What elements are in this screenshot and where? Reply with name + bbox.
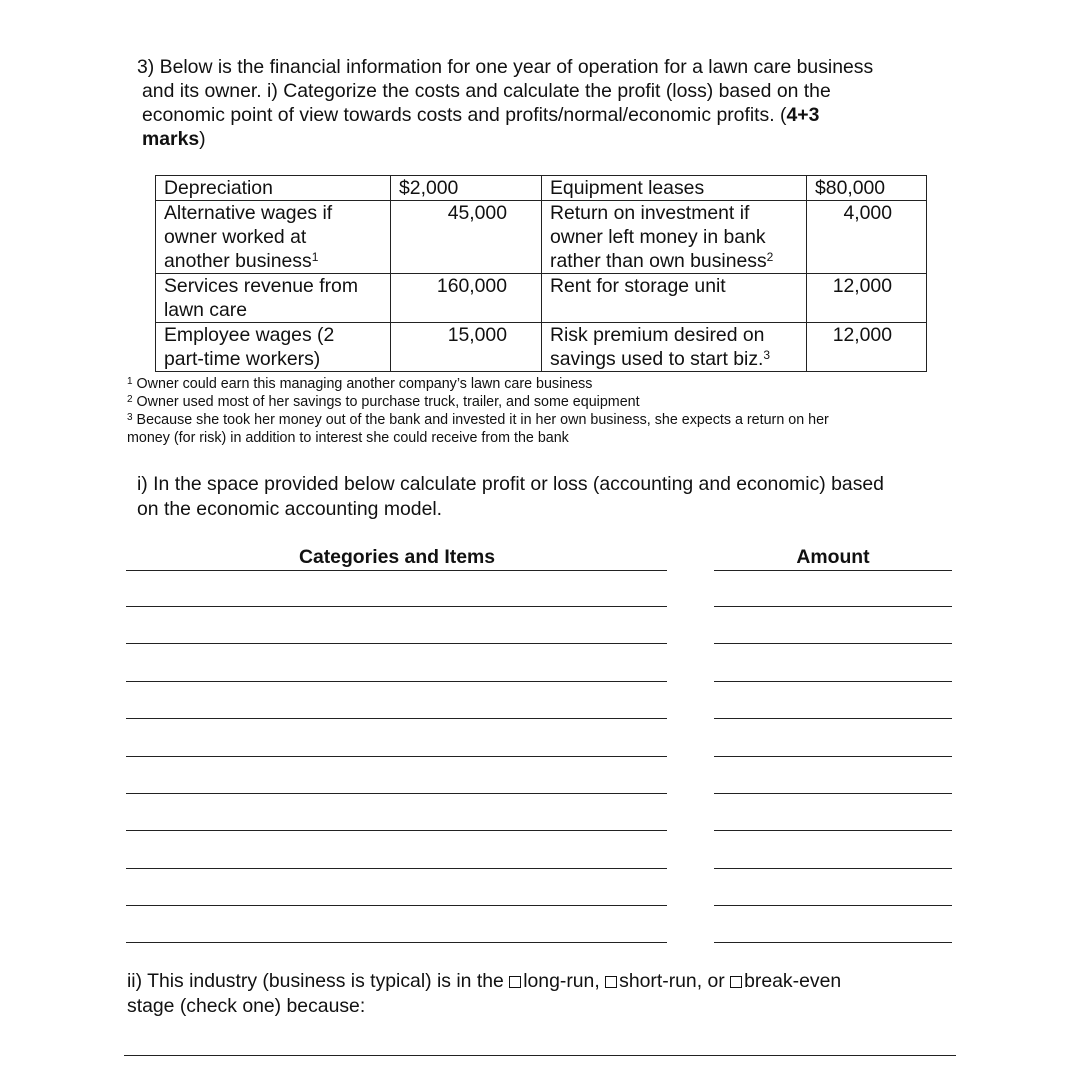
- left-item-text: Services revenue from: [164, 275, 358, 297]
- footnote-ref: 3: [763, 348, 771, 362]
- right-amount-cell: 4,000: [807, 201, 927, 274]
- marks-close: ): [199, 128, 206, 150]
- question-line-1: [137, 55, 957, 79]
- item-answer-line[interactable]: [126, 681, 667, 682]
- right-item-line: [550, 176, 806, 200]
- left-item-line: [164, 298, 390, 322]
- left-amount-cell: 15,000: [391, 323, 542, 372]
- right-item-line: [550, 323, 806, 347]
- left-item-line: [164, 274, 390, 298]
- footnotes: [127, 375, 927, 447]
- question-line-3-text: economic point of view towards costs and profits/normal/economic profits. (: [142, 104, 787, 126]
- column-header-amount: Amount: [796, 546, 870, 568]
- right-amount-cell: 12,000: [807, 274, 927, 323]
- short-run-checkbox[interactable]: [605, 976, 617, 988]
- part-ii-prefix: ii) This industry (business is typical) is in the: [127, 970, 504, 992]
- left-item-text: part-time workers): [164, 348, 321, 370]
- footnote: [127, 375, 927, 393]
- question-line-3: [137, 103, 957, 127]
- right-item-text: Return on investment if: [550, 202, 750, 224]
- left-item-text: another business: [164, 250, 312, 272]
- item-answer-line[interactable]: [126, 756, 667, 757]
- right-item-text: Rent for storage unit: [550, 275, 726, 297]
- question-line-1-text: Below is the financial information for one year of operation for a lawn care business: [159, 56, 874, 78]
- footnote: [127, 393, 927, 411]
- amount-answer-line[interactable]: [714, 793, 952, 794]
- footnote-text: Because she took her money out of the bank and invested it in her own business, she expects a return on her: [136, 412, 829, 428]
- footnote-mark: 1: [127, 376, 133, 387]
- left-item-line: [164, 201, 390, 225]
- item-answer-line[interactable]: [126, 793, 667, 794]
- footnote-ref: 1: [311, 250, 319, 264]
- item-answer-line[interactable]: [126, 905, 667, 906]
- amount-answer-line[interactable]: [714, 830, 952, 831]
- right-item-cell: [542, 274, 807, 323]
- part-i-line-2: on the economic accounting model.: [137, 498, 443, 520]
- part-i-line-1: i) In the space provided below calculate profit or loss (accounting and economic) based: [137, 473, 884, 495]
- right-item-line: [550, 347, 806, 371]
- financial-row: [156, 201, 927, 274]
- left-item-text: owner worked at: [164, 226, 307, 248]
- question-line-2: and its owner. i) Categorize the costs and calculate the profit (loss) based on the: [142, 80, 831, 102]
- left-amount-cell: $2,000: [391, 176, 542, 201]
- left-item-line: [164, 323, 390, 347]
- footnote-mark: 3: [127, 412, 133, 423]
- part-ii-question: [127, 969, 967, 1019]
- footnote-text: money (for risk) in addition to interest she could receive from the bank: [127, 430, 569, 446]
- break-even-label: break-even: [744, 970, 842, 992]
- left-item-line: [164, 347, 390, 371]
- left-item-text: Employee wages (2: [164, 324, 335, 346]
- amount-answer-line[interactable]: [714, 868, 952, 869]
- right-item-line: [550, 249, 806, 273]
- left-item-text: Depreciation: [164, 177, 273, 199]
- column-header-categories: Categories and Items: [298, 546, 496, 568]
- financial-row: [156, 176, 927, 201]
- right-item-cell: [542, 323, 807, 372]
- amount-answer-line[interactable]: [714, 756, 952, 757]
- footnote-text: Owner used most of her savings to purchase truck, trailer, and some equipment: [136, 394, 640, 410]
- item-answer-line[interactable]: [126, 570, 667, 571]
- long-run-checkbox[interactable]: [509, 976, 521, 988]
- financial-info-table: [155, 175, 927, 372]
- footnote: [127, 429, 927, 447]
- right-amount-cell: $80,000: [807, 176, 927, 201]
- amount-answer-line[interactable]: [714, 606, 952, 607]
- left-item-line: [164, 225, 390, 249]
- right-item-cell: [542, 176, 807, 201]
- right-item-line: [550, 274, 806, 298]
- part-ii-line-2: stage (check one) because:: [127, 995, 366, 1017]
- short-run-label: short-run, or: [619, 970, 725, 992]
- left-item-cell: [156, 323, 391, 372]
- left-item-line: [164, 176, 390, 200]
- left-item-cell: [156, 176, 391, 201]
- amount-answer-line[interactable]: [714, 570, 952, 571]
- left-item-line: [164, 249, 390, 273]
- marks-value: 4+3: [786, 104, 820, 126]
- right-item-text: savings used to start biz.: [550, 348, 764, 370]
- amount-answer-line[interactable]: [714, 643, 952, 644]
- question-text: [137, 55, 957, 151]
- financial-row: [156, 323, 927, 372]
- footnote: [127, 411, 927, 429]
- left-item-cell: [156, 201, 391, 274]
- long-run-label: long-run,: [523, 970, 600, 992]
- amount-answer-line[interactable]: [714, 942, 952, 943]
- financial-row: [156, 274, 927, 323]
- right-item-cell: [542, 201, 807, 274]
- footnote-mark: 2: [127, 394, 133, 405]
- right-item-text: Risk premium desired on: [550, 324, 765, 346]
- part-i-instructions: [137, 472, 967, 522]
- right-item-line: [550, 201, 806, 225]
- right-item-text: rather than own business: [550, 250, 767, 272]
- amount-answer-line[interactable]: [714, 681, 952, 682]
- left-amount-cell: 160,000: [391, 274, 542, 323]
- footnote-text: Owner could earn this managing another company’s lawn care business: [136, 376, 593, 392]
- right-amount-cell: 12,000: [807, 323, 927, 372]
- item-answer-line[interactable]: [126, 830, 667, 831]
- right-item-text: Equipment leases: [550, 177, 705, 199]
- footnote-ref: 2: [766, 250, 774, 264]
- item-answer-line[interactable]: [126, 868, 667, 869]
- left-item-cell: [156, 274, 391, 323]
- break-even-checkbox[interactable]: [730, 976, 742, 988]
- item-answer-line[interactable]: [126, 643, 667, 644]
- left-item-text: lawn care: [164, 299, 247, 321]
- right-item-line: [550, 225, 806, 249]
- answer-line-part-ii[interactable]: [124, 1055, 956, 1056]
- right-item-text: owner left money in bank: [550, 226, 766, 248]
- question-line-4: [137, 127, 957, 151]
- left-amount-cell: 45,000: [391, 201, 542, 274]
- part-ii-line-1: [127, 969, 967, 994]
- item-answer-line[interactable]: [126, 606, 667, 607]
- marks-label: marks: [142, 128, 200, 150]
- question-number: 3): [137, 56, 155, 78]
- left-item-text: Alternative wages if: [164, 202, 333, 224]
- item-answer-line[interactable]: [126, 718, 667, 719]
- item-answer-line[interactable]: [126, 942, 667, 943]
- amount-answer-line[interactable]: [714, 905, 952, 906]
- amount-answer-line[interactable]: [714, 718, 952, 719]
